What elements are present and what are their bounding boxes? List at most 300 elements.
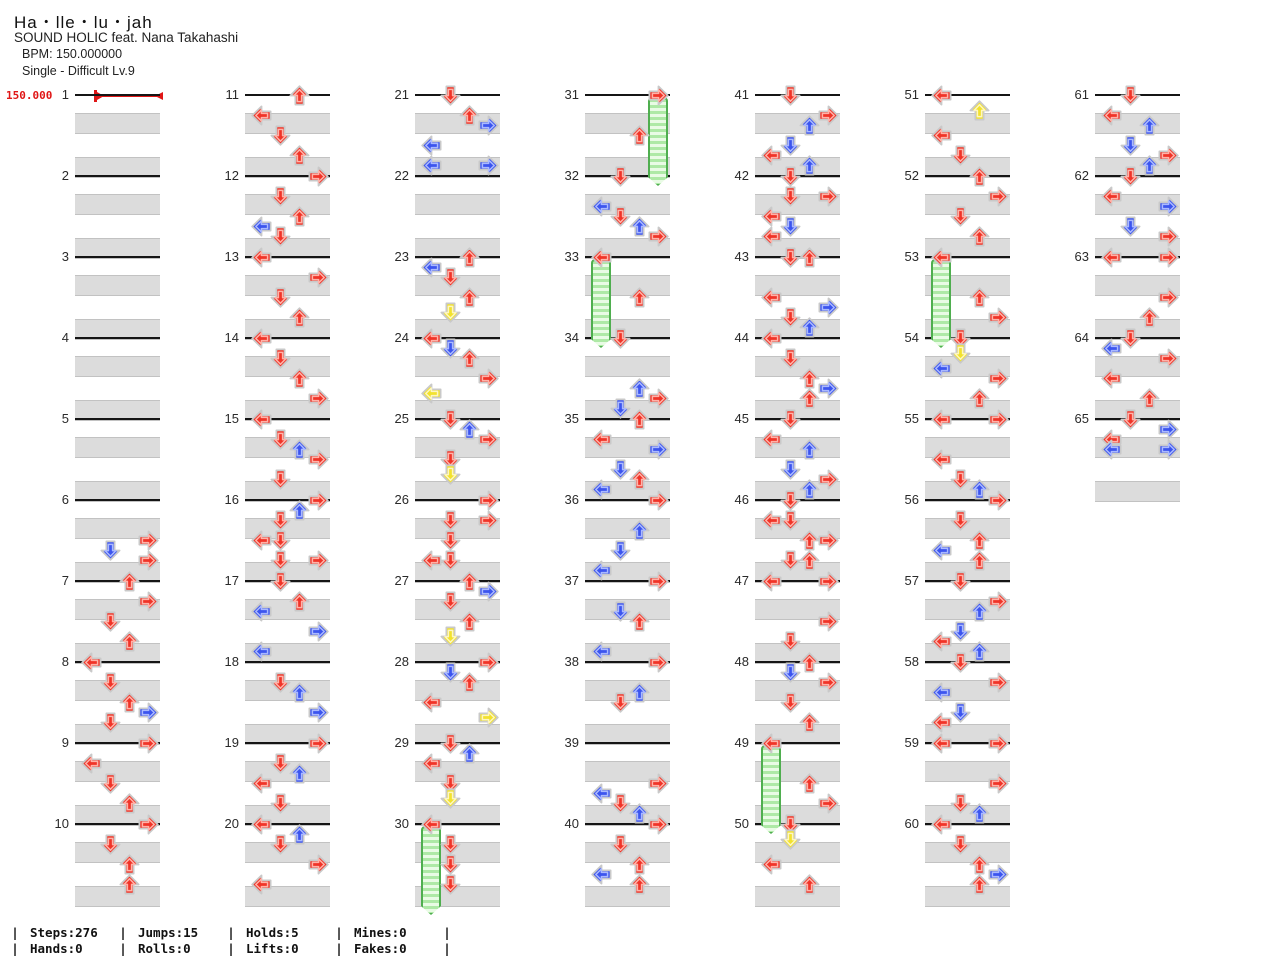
measure-line bbox=[925, 175, 1010, 177]
measure-number: 46 bbox=[734, 492, 749, 507]
arrow-right-icon bbox=[1158, 419, 1179, 440]
arrow-down-icon bbox=[1120, 85, 1141, 106]
arrow-down-icon bbox=[440, 409, 461, 430]
stats-bar bbox=[8, 925, 454, 957]
arrow-up-icon bbox=[459, 743, 480, 764]
arrow-left-icon bbox=[591, 247, 612, 268]
measure-line bbox=[75, 337, 160, 339]
measure-number: 55 bbox=[904, 411, 919, 426]
arrow-up-icon bbox=[289, 824, 310, 845]
measure-number: 23 bbox=[394, 249, 409, 264]
arrow-right-icon bbox=[648, 773, 669, 794]
arrow-right-icon bbox=[478, 155, 499, 176]
arrow-up-icon bbox=[289, 591, 310, 612]
stat-cell-fakes: Fakes:0 bbox=[354, 941, 407, 956]
arrow-left-icon bbox=[931, 409, 952, 430]
arrow-right-icon bbox=[988, 864, 1009, 885]
arrow-up-icon bbox=[459, 611, 480, 632]
measure-number: 35 bbox=[564, 411, 579, 426]
arrow-down-icon bbox=[270, 793, 291, 814]
arrow-right-icon bbox=[308, 166, 329, 187]
beat-band bbox=[75, 356, 160, 377]
arrow-up-icon bbox=[289, 368, 310, 389]
arrow-left-icon bbox=[761, 145, 782, 166]
arrow-down-icon bbox=[780, 510, 801, 531]
arrow-right-icon bbox=[648, 814, 669, 835]
arrow-down-icon bbox=[100, 672, 121, 693]
arrow-down-icon bbox=[610, 540, 631, 561]
arrow-down-icon bbox=[440, 854, 461, 875]
arrow-left-icon bbox=[931, 540, 952, 561]
measure-number: 5 bbox=[61, 411, 69, 426]
stat-row bbox=[8, 941, 454, 957]
measure-number: 15 bbox=[224, 411, 239, 426]
measure-number: 36 bbox=[564, 492, 579, 507]
arrow-right-icon bbox=[818, 105, 839, 126]
arrow-down-icon bbox=[440, 85, 461, 106]
arrow-up-icon bbox=[969, 601, 990, 622]
measure-number: 59 bbox=[904, 735, 919, 750]
arrow-up-icon bbox=[459, 571, 480, 592]
measure-number: 17 bbox=[224, 573, 239, 588]
arrow-right-icon bbox=[308, 388, 329, 409]
arrow-left-icon bbox=[591, 864, 612, 885]
arrow-down-icon bbox=[440, 267, 461, 288]
arrow-left-icon bbox=[421, 328, 442, 349]
measure-number: 27 bbox=[394, 573, 409, 588]
arrow-up-icon bbox=[289, 439, 310, 460]
stat-separator: | bbox=[119, 941, 127, 956]
arrow-down-icon bbox=[440, 550, 461, 571]
arrow-right-icon bbox=[988, 307, 1009, 328]
arrow-right-icon bbox=[138, 591, 159, 612]
arrow-up-icon bbox=[1139, 155, 1160, 176]
measure-number: 45 bbox=[734, 411, 749, 426]
arrow-left-icon bbox=[421, 135, 442, 156]
beat-band bbox=[585, 886, 670, 907]
stat-cell-rolls: Rolls:0 bbox=[138, 941, 191, 956]
difficulty-label: Single - Difficult Lv.9 bbox=[22, 64, 135, 78]
measure-number: 20 bbox=[224, 816, 239, 831]
arrow-right-icon bbox=[648, 490, 669, 511]
arrow-down-icon bbox=[610, 206, 631, 227]
arrow-down-icon bbox=[950, 469, 971, 490]
measure-number: 6 bbox=[61, 492, 69, 507]
arrow-up-icon bbox=[629, 854, 650, 875]
arrow-down-icon bbox=[780, 216, 801, 237]
measure-number: 52 bbox=[904, 168, 919, 183]
measure-number: 24 bbox=[394, 330, 409, 345]
measure-number: 2 bbox=[61, 168, 69, 183]
arrow-right-icon bbox=[138, 702, 159, 723]
arrow-left-icon bbox=[251, 874, 272, 895]
arrow-left-icon bbox=[761, 429, 782, 450]
arrow-up-icon bbox=[459, 672, 480, 693]
arrow-up-icon bbox=[969, 166, 990, 187]
arrow-up-icon bbox=[969, 388, 990, 409]
arrow-left-icon bbox=[421, 257, 442, 278]
arrow-up-icon bbox=[289, 763, 310, 784]
arrow-up-icon bbox=[799, 479, 820, 500]
bpm-marker-value: 150.000 bbox=[6, 89, 53, 102]
arrow-up-icon bbox=[969, 287, 990, 308]
arrow-down-icon bbox=[270, 530, 291, 551]
arrow-down-icon bbox=[1120, 166, 1141, 187]
measure-number: 37 bbox=[564, 573, 579, 588]
measure-number: 1 bbox=[61, 87, 69, 102]
arrow-up-icon bbox=[629, 409, 650, 430]
arrow-left-icon bbox=[251, 601, 272, 622]
measure-line bbox=[75, 175, 160, 177]
arrow-up-icon bbox=[799, 773, 820, 794]
arrow-down-icon bbox=[440, 302, 461, 323]
arrow-down-icon bbox=[270, 753, 291, 774]
stat-cell-mines: Mines:0 bbox=[354, 925, 407, 940]
arrow-left-icon bbox=[931, 85, 952, 106]
measure-number: 18 bbox=[224, 654, 239, 669]
arrow-left-icon bbox=[251, 530, 272, 551]
arrow-left-icon bbox=[931, 358, 952, 379]
arrow-left-icon bbox=[421, 383, 442, 404]
arrow-left-icon bbox=[591, 641, 612, 662]
arrow-down-icon bbox=[440, 733, 461, 754]
arrow-left-icon bbox=[1101, 186, 1122, 207]
measure-number: 58 bbox=[904, 654, 919, 669]
measure-number: 43 bbox=[734, 249, 749, 264]
measure-number: 54 bbox=[904, 330, 919, 345]
measure-number: 11 bbox=[225, 87, 239, 102]
arrow-left-icon bbox=[421, 155, 442, 176]
arrow-down-icon bbox=[270, 510, 291, 531]
arrow-down-icon bbox=[440, 338, 461, 359]
arrow-right-icon bbox=[308, 449, 329, 470]
measure-number: 16 bbox=[224, 492, 239, 507]
arrow-left-icon bbox=[761, 510, 782, 531]
arrow-right-icon bbox=[1158, 439, 1179, 460]
arrow-down-icon bbox=[1120, 409, 1141, 430]
arrow-down-icon bbox=[610, 692, 631, 713]
arrow-right-icon bbox=[138, 530, 159, 551]
measure-number: 14 bbox=[224, 330, 239, 345]
measure-number: 51 bbox=[904, 87, 919, 102]
arrow-down-icon bbox=[610, 328, 631, 349]
arrow-right-icon bbox=[478, 115, 499, 136]
arrow-down-icon bbox=[950, 343, 971, 364]
arrow-up-icon bbox=[629, 803, 650, 824]
arrow-left-icon bbox=[81, 652, 102, 673]
arrow-up-icon bbox=[799, 115, 820, 136]
arrow-right-icon bbox=[818, 378, 839, 399]
beat-band bbox=[415, 194, 500, 215]
arrow-up-icon bbox=[799, 247, 820, 268]
arrow-left-icon bbox=[931, 449, 952, 470]
arrow-right-icon bbox=[478, 490, 499, 511]
measure-number: 32 bbox=[564, 168, 579, 183]
arrow-right-icon bbox=[308, 267, 329, 288]
arrow-left-icon bbox=[591, 429, 612, 450]
arrow-right-icon bbox=[1158, 348, 1179, 369]
hold-note bbox=[421, 826, 441, 915]
arrow-down-icon bbox=[950, 621, 971, 642]
arrow-left-icon bbox=[761, 328, 782, 349]
beat-band bbox=[925, 886, 1010, 907]
arrow-left-icon bbox=[251, 105, 272, 126]
arrow-down-icon bbox=[780, 409, 801, 430]
arrow-up-icon bbox=[119, 874, 140, 895]
arrow-right-icon bbox=[818, 186, 839, 207]
arrow-up-icon bbox=[119, 854, 140, 875]
arrow-down-icon bbox=[100, 773, 121, 794]
arrow-down-icon bbox=[100, 540, 121, 561]
arrow-up-icon bbox=[799, 652, 820, 673]
arrow-up-icon bbox=[289, 682, 310, 703]
arrow-right-icon bbox=[818, 672, 839, 693]
arrow-down-icon bbox=[440, 591, 461, 612]
beat-band bbox=[75, 886, 160, 907]
arrow-down-icon bbox=[610, 459, 631, 480]
measure-number: 31 bbox=[564, 87, 579, 102]
arrow-up-icon bbox=[629, 520, 650, 541]
arrow-right-icon bbox=[818, 611, 839, 632]
measure-number: 34 bbox=[564, 330, 579, 345]
stat-separator: | bbox=[227, 941, 235, 956]
stat-cell-holds: Holds:5 bbox=[246, 925, 299, 940]
arrow-down-icon bbox=[270, 429, 291, 450]
arrow-down-icon bbox=[780, 829, 801, 850]
arrow-up-icon bbox=[289, 206, 310, 227]
arrow-down-icon bbox=[780, 692, 801, 713]
arrow-up-icon bbox=[969, 479, 990, 500]
arrow-down-icon bbox=[440, 662, 461, 683]
arrow-right-icon bbox=[818, 571, 839, 592]
stat-separator: | bbox=[335, 941, 343, 956]
arrow-down-icon bbox=[440, 464, 461, 485]
arrow-right-icon bbox=[138, 814, 159, 835]
arrow-left-icon bbox=[421, 814, 442, 835]
arrow-right-icon bbox=[818, 530, 839, 551]
arrow-down-icon bbox=[610, 793, 631, 814]
arrow-down-icon bbox=[780, 135, 801, 156]
arrow-right-icon bbox=[308, 733, 329, 754]
arrow-right-icon bbox=[478, 581, 499, 602]
arrow-down-icon bbox=[610, 166, 631, 187]
arrow-up-icon bbox=[629, 469, 650, 490]
arrow-up-icon bbox=[1139, 388, 1160, 409]
arrow-left-icon bbox=[1101, 338, 1122, 359]
arrow-left-icon bbox=[1101, 247, 1122, 268]
arrow-right-icon bbox=[1158, 247, 1179, 268]
arrow-down-icon bbox=[270, 125, 291, 146]
arrow-down-icon bbox=[270, 186, 291, 207]
arrow-up-icon bbox=[459, 348, 480, 369]
song-title: Ha・lle・lu・jah bbox=[14, 13, 153, 32]
arrow-right-icon bbox=[308, 550, 329, 571]
beat-band bbox=[75, 113, 160, 134]
hold-note bbox=[931, 259, 951, 348]
arrow-left-icon bbox=[931, 125, 952, 146]
arrow-left-icon bbox=[251, 814, 272, 835]
stat-cell-jumps: Jumps:15 bbox=[138, 925, 199, 940]
measure-number: 56 bbox=[904, 492, 919, 507]
arrow-down-icon bbox=[270, 226, 291, 247]
beat-band bbox=[755, 886, 840, 907]
arrow-up-icon bbox=[969, 803, 990, 824]
measure-number: 7 bbox=[61, 573, 69, 588]
arrow-up-icon bbox=[969, 854, 990, 875]
measure-number: 41 bbox=[734, 87, 749, 102]
beat-band bbox=[75, 194, 160, 215]
arrow-down-icon bbox=[950, 702, 971, 723]
measure-number: 61 bbox=[1074, 87, 1089, 102]
arrow-right-icon bbox=[308, 490, 329, 511]
arrow-up-icon bbox=[289, 307, 310, 328]
arrow-up-icon bbox=[119, 631, 140, 652]
arrow-up-icon bbox=[799, 712, 820, 733]
arrow-up-icon bbox=[799, 439, 820, 460]
arrow-left-icon bbox=[591, 479, 612, 500]
arrow-down-icon bbox=[950, 834, 971, 855]
arrow-left-icon bbox=[931, 682, 952, 703]
arrow-up-icon bbox=[629, 682, 650, 703]
arrow-left-icon bbox=[761, 854, 782, 875]
arrow-down-icon bbox=[950, 571, 971, 592]
measure-line bbox=[75, 256, 160, 258]
arrow-right-icon bbox=[648, 388, 669, 409]
arrow-up-icon bbox=[459, 105, 480, 126]
song-artist: SOUND HOLIC feat. Nana Takahashi bbox=[14, 30, 239, 45]
arrow-up-icon bbox=[799, 530, 820, 551]
measure-number: 3 bbox=[61, 249, 69, 264]
measure-number: 64 bbox=[1074, 330, 1089, 345]
arrow-down-icon bbox=[440, 834, 461, 855]
beat-band bbox=[75, 275, 160, 296]
arrow-up-icon bbox=[1139, 115, 1160, 136]
arrow-down-icon bbox=[950, 510, 971, 531]
arrow-down-icon bbox=[780, 662, 801, 683]
arrow-left-icon bbox=[251, 216, 272, 237]
arrow-up-icon bbox=[799, 550, 820, 571]
arrow-left-icon bbox=[251, 409, 272, 430]
stat-cell-lifts: Lifts:0 bbox=[246, 941, 299, 956]
stat-separator: | bbox=[443, 941, 451, 956]
hold-note bbox=[761, 745, 781, 834]
measure-number: 12 bbox=[224, 168, 239, 183]
arrow-left-icon bbox=[421, 753, 442, 774]
arrow-up-icon bbox=[289, 500, 310, 521]
measure-number: 21 bbox=[394, 87, 409, 102]
arrow-down-icon bbox=[1120, 216, 1141, 237]
arrow-right-icon bbox=[648, 85, 669, 106]
arrow-up-icon bbox=[629, 874, 650, 895]
arrow-down-icon bbox=[100, 611, 121, 632]
measure-number: 48 bbox=[734, 654, 749, 669]
arrow-left-icon bbox=[1101, 439, 1122, 460]
arrow-right-icon bbox=[818, 469, 839, 490]
measure-line bbox=[245, 94, 330, 96]
arrow-down-icon bbox=[780, 348, 801, 369]
arrow-right-icon bbox=[308, 621, 329, 642]
stat-separator: | bbox=[227, 925, 235, 940]
measure-number: 22 bbox=[394, 168, 409, 183]
arrow-up-icon bbox=[459, 419, 480, 440]
arrow-left-icon bbox=[251, 247, 272, 268]
arrow-left-icon bbox=[761, 206, 782, 227]
measure-number: 47 bbox=[734, 573, 749, 588]
measure-number: 10 bbox=[54, 816, 69, 831]
arrow-left-icon bbox=[251, 773, 272, 794]
stat-separator: | bbox=[335, 925, 343, 940]
arrow-down-icon bbox=[780, 459, 801, 480]
arrow-right-icon bbox=[648, 439, 669, 460]
arrow-right-icon bbox=[478, 368, 499, 389]
arrow-right-icon bbox=[988, 409, 1009, 430]
measure-number: 38 bbox=[564, 654, 579, 669]
measure-number: 50 bbox=[734, 816, 749, 831]
arrow-down-icon bbox=[270, 287, 291, 308]
arrow-up-icon bbox=[969, 550, 990, 571]
measure-number: 26 bbox=[394, 492, 409, 507]
measure-number: 63 bbox=[1074, 249, 1089, 264]
arrow-down-icon bbox=[780, 186, 801, 207]
arrow-right-icon bbox=[478, 429, 499, 450]
arrow-up-icon bbox=[119, 571, 140, 592]
arrow-left-icon bbox=[251, 328, 272, 349]
arrow-left-icon bbox=[421, 550, 442, 571]
measure-number: 49 bbox=[734, 735, 749, 750]
measure-number: 19 bbox=[224, 735, 239, 750]
arrow-up-icon bbox=[799, 874, 820, 895]
arrow-down-icon bbox=[780, 631, 801, 652]
arrow-right-icon bbox=[308, 702, 329, 723]
arrow-right-icon bbox=[988, 591, 1009, 612]
arrow-down-icon bbox=[610, 601, 631, 622]
arrow-right-icon bbox=[1158, 196, 1179, 217]
measure-number: 53 bbox=[904, 249, 919, 264]
arrow-left-icon bbox=[591, 196, 612, 217]
bpm-label: BPM: 150.000000 bbox=[22, 47, 123, 61]
measure-line bbox=[75, 580, 160, 582]
arrow-down-icon bbox=[270, 571, 291, 592]
beat-band bbox=[585, 356, 670, 377]
arrow-up-icon bbox=[289, 85, 310, 106]
arrow-up-icon bbox=[119, 793, 140, 814]
arrow-left-icon bbox=[931, 247, 952, 268]
arrow-down-icon bbox=[440, 510, 461, 531]
arrow-left-icon bbox=[251, 641, 272, 662]
arrow-right-icon bbox=[988, 773, 1009, 794]
measure-number: 28 bbox=[394, 654, 409, 669]
arrow-left-icon bbox=[931, 733, 952, 754]
measure-number: 65 bbox=[1074, 411, 1089, 426]
arrow-right-icon bbox=[1158, 226, 1179, 247]
measure-number: 44 bbox=[734, 330, 749, 345]
arrow-left-icon bbox=[931, 814, 952, 835]
arrow-left-icon bbox=[1101, 105, 1122, 126]
hold-note bbox=[591, 259, 611, 348]
measure-line bbox=[75, 499, 160, 501]
measure-number: 62 bbox=[1074, 168, 1089, 183]
arrow-down-icon bbox=[440, 530, 461, 551]
arrow-up-icon bbox=[969, 874, 990, 895]
measure-number: 33 bbox=[564, 249, 579, 264]
arrow-down-icon bbox=[780, 550, 801, 571]
arrow-down-icon bbox=[100, 834, 121, 855]
arrow-down-icon bbox=[610, 398, 631, 419]
measure-number: 42 bbox=[734, 168, 749, 183]
arrow-left-icon bbox=[591, 783, 612, 804]
arrow-up-icon bbox=[969, 641, 990, 662]
arrow-down-icon bbox=[950, 652, 971, 673]
